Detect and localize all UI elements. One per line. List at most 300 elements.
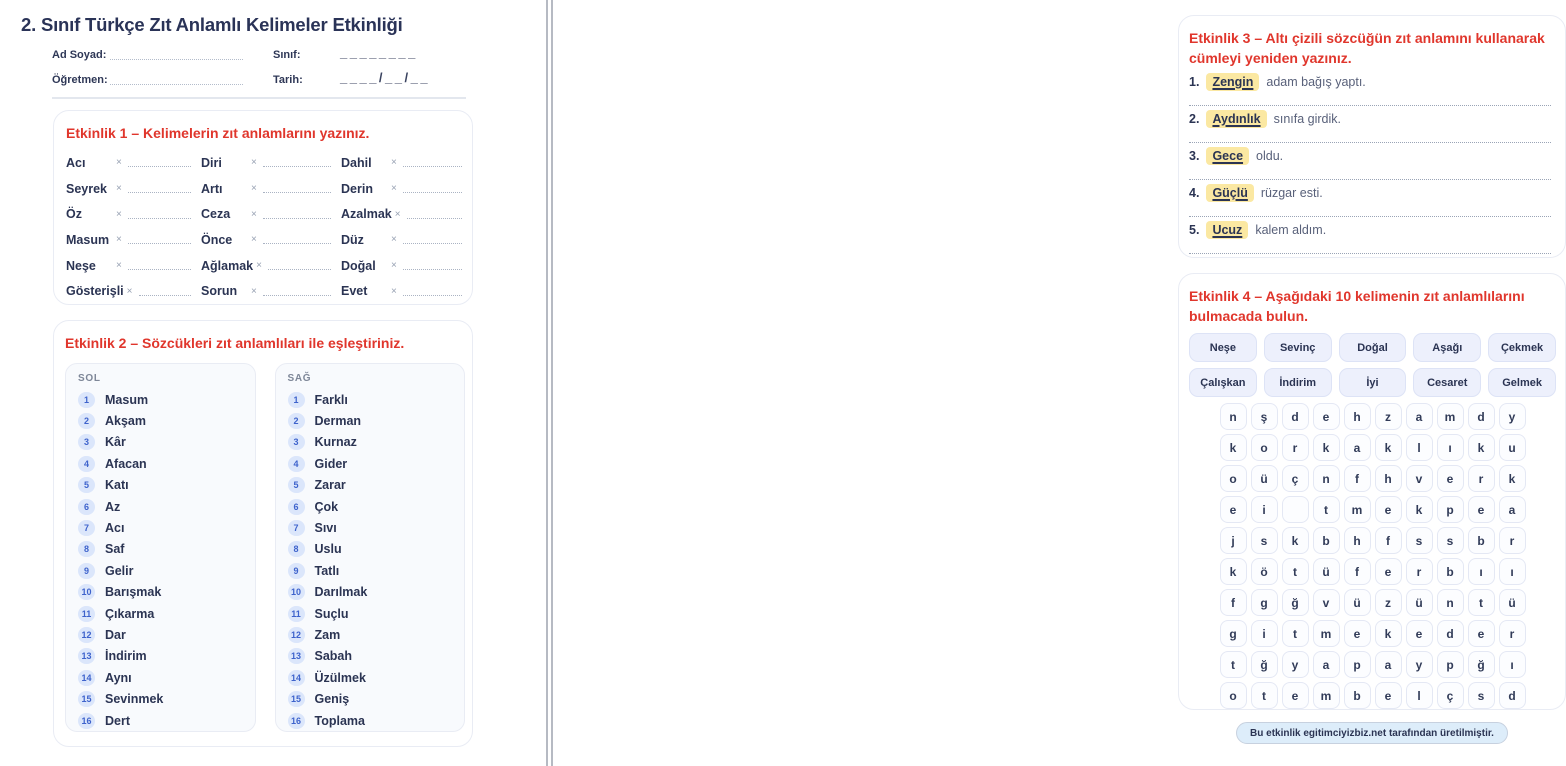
item-word: Aynı — [105, 670, 132, 685]
item-word: Sevinmek — [105, 692, 164, 707]
puzzle-cell: g — [1251, 589, 1278, 616]
puzzle-cell: e — [1406, 620, 1433, 647]
list-item — [288, 475, 457, 496]
tarih-blank: ____/__/__ — [340, 70, 431, 85]
highlighted-word: Ucuz — [1206, 221, 1248, 239]
sag-panel — [275, 363, 466, 732]
item-number-badge: 5 — [78, 477, 95, 493]
item-number-badge: 16 — [288, 713, 305, 729]
multiply-mark: × — [116, 234, 122, 246]
item-word: Derman — [314, 414, 362, 429]
antonym-word: Acı — [66, 155, 86, 170]
puzzle-cell: z — [1375, 589, 1402, 616]
item-number-badge: 6 — [78, 499, 95, 515]
list-item — [288, 688, 457, 709]
puzzle-cell: e — [1313, 403, 1340, 430]
answer-line — [128, 158, 191, 167]
puzzle-cell: t — [1313, 496, 1340, 523]
list-item — [78, 389, 247, 410]
sag-label: SAĞ — [287, 373, 312, 384]
puzzle-cell: r — [1282, 434, 1309, 461]
antonym-item — [66, 207, 201, 221]
puzzle-cell: s — [1468, 682, 1495, 709]
sentence-number: 5. — [1189, 223, 1200, 237]
sentence-text-row — [1189, 184, 1551, 202]
list-item — [288, 624, 457, 645]
puzzle-cell: p — [1437, 651, 1464, 678]
answer-line — [139, 287, 191, 296]
list-item — [288, 646, 457, 667]
puzzle-cell: a — [1499, 496, 1526, 523]
list-item — [288, 539, 457, 560]
sentence-list — [1189, 73, 1551, 258]
activity1-heading: Etkinlik 1 – Kelimelerin zıt anlamlarını yazınız. — [66, 125, 370, 141]
activity2-heading: Etkinlik 2 – Sözcükleri zıt anlamlıları ile eşleştiriniz. — [65, 335, 405, 351]
item-number-badge: 8 — [78, 541, 95, 557]
answer-line — [263, 158, 331, 167]
answer-line — [403, 287, 462, 296]
item-word: Toplama — [314, 713, 365, 728]
puzzle-cell: n — [1437, 589, 1464, 616]
puzzle-cell: e — [1375, 682, 1402, 709]
highlighted-word: Güçlü — [1206, 184, 1253, 202]
list-item — [288, 410, 457, 431]
sentence-rest: kalem aldım. — [1255, 223, 1327, 237]
antonym-item — [341, 233, 464, 247]
answer-line — [263, 235, 331, 244]
list-item — [288, 603, 457, 624]
puzzle-cell: d — [1437, 620, 1464, 647]
ogretmen-label: Öğretmen: — [52, 74, 108, 86]
item-number-badge: 7 — [78, 520, 95, 536]
puzzle-cell: y — [1406, 651, 1433, 678]
match-columns — [65, 363, 465, 732]
puzzle-cell: a — [1344, 434, 1371, 461]
sentence-text-row — [1189, 221, 1551, 239]
item-number-badge: 12 — [288, 627, 305, 643]
activity1-word-grid — [66, 150, 464, 304]
item-number-badge: 9 — [78, 563, 95, 579]
puzzle-cell: e — [1437, 465, 1464, 492]
item-word: Tatlı — [314, 563, 340, 578]
activity4-heading — [1189, 287, 1556, 326]
puzzle-cell: a — [1313, 651, 1340, 678]
antonym-item — [341, 182, 464, 196]
puzzle-cell: t — [1251, 682, 1278, 709]
item-word: Dar — [105, 627, 126, 642]
list-item — [288, 560, 457, 581]
item-word: Acı — [105, 521, 125, 536]
list-item — [78, 667, 247, 688]
antonym-item — [341, 156, 464, 170]
puzzle-cell: k — [1406, 496, 1433, 523]
antonym-word: Derin — [341, 181, 373, 196]
list-item — [78, 496, 247, 517]
puzzle-cell: o — [1220, 682, 1247, 709]
item-word: Suçlu — [314, 606, 349, 621]
sinif-label: Sınıf: — [273, 49, 301, 61]
word-chip: Aşağı — [1413, 333, 1481, 362]
puzzle-cell: k — [1499, 465, 1526, 492]
sentence-item — [1189, 221, 1551, 258]
item-number-badge: 6 — [288, 499, 305, 515]
item-word: Sabah — [314, 649, 353, 664]
antonym-word: Öz — [66, 207, 82, 222]
item-number-badge: 9 — [288, 563, 305, 579]
puzzle-cell: ı — [1499, 651, 1526, 678]
puzzle-cell: ç — [1437, 682, 1464, 709]
puzzle-cell: l — [1406, 434, 1433, 461]
sentence-number: 1. — [1189, 75, 1200, 89]
sentence-text-row — [1189, 147, 1551, 165]
word-chip: Çekmek — [1488, 333, 1556, 362]
puzzle-cell: j — [1220, 527, 1247, 554]
answer-line — [403, 235, 462, 244]
item-number-badge: 3 — [288, 434, 305, 450]
antonym-item — [341, 284, 464, 298]
multiply-mark: × — [116, 208, 122, 220]
puzzle-cell: f — [1344, 558, 1371, 585]
puzzle-cell: ü — [1499, 589, 1526, 616]
page-right — [553, 0, 1545, 766]
puzzle-cell: k — [1468, 434, 1495, 461]
ogretmen-write-line — [110, 75, 243, 85]
item-word: Darılmak — [314, 585, 368, 600]
item-number-badge: 8 — [288, 541, 305, 557]
puzzle-cell: ğ — [1282, 589, 1309, 616]
sentence-number: 2. — [1189, 112, 1200, 126]
ad-soyad-label: Ad Soyad: — [52, 49, 107, 61]
puzzle-cell: r — [1468, 465, 1495, 492]
puzzle-cell: n — [1313, 465, 1340, 492]
activity4-heading-line1: Etkinlik 4 – Aşağıdaki 10 kelimenin zıt anlamlılarını — [1189, 288, 1525, 304]
answer-line — [128, 235, 191, 244]
antonym-item — [341, 207, 464, 221]
puzzle-cell: p — [1437, 496, 1464, 523]
item-word: Dert — [105, 713, 131, 728]
item-number-badge: 16 — [78, 713, 95, 729]
writing-line — [1189, 206, 1551, 217]
item-number-badge: 11 — [288, 606, 305, 622]
sentence-text-row — [1189, 110, 1551, 128]
puzzle-cell: k — [1220, 558, 1247, 585]
multiply-mark: × — [391, 260, 397, 272]
puzzle-cell: t — [1282, 620, 1309, 647]
puzzle-cell: u — [1499, 434, 1526, 461]
puzzle-cell: d — [1282, 403, 1309, 430]
list-item — [288, 582, 457, 603]
page-divider — [546, 0, 553, 766]
answer-line — [128, 261, 191, 270]
list-item — [288, 710, 457, 731]
item-word: Çok — [314, 499, 339, 514]
puzzle-cell: v — [1313, 589, 1340, 616]
answer-line — [403, 261, 462, 270]
list-item — [78, 710, 247, 731]
list-item — [78, 624, 247, 645]
puzzle-cell: h — [1344, 403, 1371, 430]
puzzle-cell: e — [1468, 496, 1495, 523]
puzzle-cell: ç — [1282, 465, 1309, 492]
answer-line — [128, 184, 191, 193]
item-number-badge: 10 — [288, 584, 305, 600]
antonym-item — [201, 207, 341, 221]
sentence-rest: sınıfa girdik. — [1273, 112, 1341, 126]
item-word: Afacan — [105, 456, 147, 471]
antonym-word: Önce — [201, 232, 233, 247]
multiply-mark: × — [394, 208, 401, 220]
sentence-text-row — [1189, 73, 1551, 91]
antonym-word: Ceza — [201, 207, 231, 222]
answer-line — [403, 184, 462, 193]
puzzle-cell: t — [1282, 558, 1309, 585]
sinif-blank: ________ — [340, 45, 418, 60]
puzzle-cell: s — [1437, 527, 1464, 554]
antonym-word: Seyrek — [66, 181, 108, 196]
item-number-badge: 1 — [288, 392, 305, 408]
list-item — [78, 410, 247, 431]
list-item — [288, 517, 457, 538]
activity1-card — [53, 110, 473, 305]
antonym-item — [201, 233, 341, 247]
activity3-heading-line1: Etkinlik 3 – Altı çizili sözcüğün zıt anlamını kullanarak — [1189, 30, 1545, 46]
list-item — [288, 389, 457, 410]
item-word: Katı — [105, 478, 129, 493]
item-word: Farklı — [314, 392, 348, 407]
antonym-word: Sorun — [201, 284, 238, 299]
antonym-word: Azalmak — [341, 207, 392, 222]
puzzle-cell: e — [1375, 496, 1402, 523]
puzzle-cell: ü — [1251, 465, 1278, 492]
activity2-card — [53, 320, 473, 747]
puzzle-cell: v — [1406, 465, 1433, 492]
answer-line — [263, 210, 331, 219]
puzzle-cell: k — [1313, 434, 1340, 461]
puzzle-cell: r — [1406, 558, 1433, 585]
puzzle-cell: i — [1251, 620, 1278, 647]
list-item — [288, 496, 457, 517]
puzzle-cell: ı — [1499, 558, 1526, 585]
puzzle-cell: o — [1220, 465, 1247, 492]
antonym-item — [66, 284, 201, 298]
answer-line — [403, 158, 462, 167]
word-chip: Neşe — [1189, 333, 1257, 362]
sentence-rest: rüzgar esti. — [1260, 186, 1323, 200]
puzzle-cell: d — [1468, 403, 1495, 430]
sentence-rest: adam bağış yaptı. — [1266, 75, 1366, 89]
antonym-item — [66, 156, 201, 170]
sol-panel — [65, 363, 256, 732]
item-number-badge: 14 — [288, 670, 305, 686]
writing-line — [1189, 243, 1551, 254]
antonym-item — [201, 156, 341, 170]
item-number-badge: 11 — [78, 606, 95, 622]
activity4-heading-line2: bulmacada bulun. — [1189, 307, 1309, 324]
highlighted-word: Zengin — [1206, 73, 1259, 91]
puzzle-cell: i — [1251, 496, 1278, 523]
item-number-badge: 13 — [288, 648, 305, 664]
antonym-word: Ağlamak — [201, 258, 254, 273]
puzzle-cell: t — [1468, 589, 1495, 616]
activity3-heading — [1189, 29, 1551, 68]
multiply-mark: × — [251, 208, 257, 220]
sentence-item — [1189, 110, 1551, 147]
item-word: Masum — [105, 392, 149, 407]
puzzle-cell: ü — [1344, 589, 1371, 616]
item-number-badge: 2 — [288, 413, 305, 429]
worksheet-title: 2. Sınıf Türkçe Zıt Anlamlı Kelimeler Etkinliği — [21, 14, 403, 35]
item-word: Geniş — [314, 692, 350, 707]
multiply-mark: × — [256, 260, 262, 272]
answer-line — [128, 210, 191, 219]
puzzle-cell: ü — [1313, 558, 1340, 585]
puzzle-cell: ğ — [1468, 651, 1495, 678]
puzzle-cell: ö — [1251, 558, 1278, 585]
puzzle-cell: m — [1437, 403, 1464, 430]
puzzle-cell: ü — [1406, 589, 1433, 616]
list-item — [78, 560, 247, 581]
item-number-badge: 13 — [78, 648, 95, 664]
word-chip: Doğal — [1339, 333, 1407, 362]
puzzle-cell: z — [1375, 403, 1402, 430]
puzzle-cell: o — [1251, 434, 1278, 461]
list-item — [78, 603, 247, 624]
activity3-card — [1178, 15, 1566, 258]
item-word: Üzülmek — [314, 670, 366, 685]
puzzle-cell: s — [1406, 527, 1433, 554]
puzzle-cell: ı — [1437, 434, 1464, 461]
item-number-badge: 1 — [78, 392, 95, 408]
puzzle-cell: m — [1344, 496, 1371, 523]
word-chip: Cesaret — [1413, 368, 1481, 397]
item-word: Kâr — [105, 435, 126, 450]
puzzle-cell: e — [1220, 496, 1247, 523]
word-chip-row — [1189, 333, 1556, 397]
antonym-word: Doğal — [341, 258, 376, 273]
item-number-badge: 10 — [78, 584, 95, 600]
puzzle-cell: k — [1220, 434, 1247, 461]
header-rule — [52, 97, 466, 99]
item-number-badge: 7 — [288, 520, 305, 536]
antonym-word: Gösterişli — [66, 284, 124, 299]
item-number-badge: 14 — [78, 670, 95, 686]
list-item — [78, 582, 247, 603]
footer-credit: Bu etkinlik egitimciyizbiz.net tarafından üretilmiştir. — [1236, 722, 1508, 744]
list-item — [78, 475, 247, 496]
item-word: Akşam — [105, 414, 146, 429]
multiply-mark: × — [251, 234, 257, 246]
puzzle-cell: f — [1344, 465, 1371, 492]
antonym-word: Düz — [341, 232, 364, 247]
puzzle-cell: r — [1499, 527, 1526, 554]
multiply-mark: × — [391, 183, 397, 195]
sentence-number: 4. — [1189, 186, 1200, 200]
puzzle-cell: b — [1437, 558, 1464, 585]
page-left — [0, 0, 546, 766]
antonym-word: Neşe — [66, 258, 96, 273]
item-word: Az — [105, 499, 121, 514]
item-word: Çıkarma — [105, 606, 155, 621]
multiply-mark: × — [251, 285, 257, 297]
puzzle-cell: a — [1375, 651, 1402, 678]
list-item — [78, 646, 247, 667]
item-word: Zam — [314, 627, 341, 642]
puzzle-cell: h — [1375, 465, 1402, 492]
puzzle-cell: f — [1220, 589, 1247, 616]
antonym-word: Diri — [201, 155, 222, 170]
antonym-item — [66, 259, 201, 273]
puzzle-cell: a — [1406, 403, 1433, 430]
word-chip: İndirim — [1264, 368, 1332, 397]
puzzle-cell: b — [1468, 527, 1495, 554]
item-number-badge: 4 — [78, 456, 95, 472]
puzzle-cell: l — [1406, 682, 1433, 709]
puzzle-cell: f — [1375, 527, 1402, 554]
puzzle-cell: e — [1375, 558, 1402, 585]
item-word: İndirim — [105, 649, 147, 664]
sol-label: SOL — [78, 373, 101, 384]
sentence-rest: oldu. — [1256, 149, 1284, 163]
puzzle-cell: h — [1344, 527, 1371, 554]
item-number-badge: 15 — [288, 691, 305, 707]
antonym-item — [66, 182, 201, 196]
word-chip: Gelmek — [1488, 368, 1556, 397]
multiply-mark: × — [251, 157, 257, 169]
puzzle-cell: b — [1313, 527, 1340, 554]
puzzle-cell: m — [1313, 682, 1340, 709]
antonym-word: Artı — [201, 181, 223, 196]
activity4-card — [1178, 273, 1566, 710]
multiply-mark: × — [116, 260, 122, 272]
answer-line — [407, 210, 462, 219]
activity3-heading-line2: cümleyi yeniden yazınız. — [1189, 49, 1352, 66]
puzzle-cell — [1282, 496, 1309, 523]
writing-line — [1189, 95, 1551, 106]
puzzle-cell: y — [1499, 403, 1526, 430]
antonym-word: Masum — [66, 232, 110, 247]
item-word: Kurnaz — [314, 435, 357, 450]
multiply-mark: × — [391, 157, 397, 169]
antonym-item — [201, 259, 341, 273]
item-word: Barışmak — [105, 585, 162, 600]
writing-line — [1189, 132, 1551, 143]
antonym-item — [341, 259, 464, 273]
item-number-badge: 2 — [78, 413, 95, 429]
sentence-item — [1189, 73, 1551, 110]
antonym-item — [66, 233, 201, 247]
answer-line — [263, 287, 331, 296]
puzzle-cell: k — [1375, 434, 1402, 461]
item-number-badge: 12 — [78, 627, 95, 643]
sentence-item — [1189, 147, 1551, 184]
item-word: Uslu — [314, 542, 342, 557]
antonym-word: Dahil — [341, 155, 372, 170]
multiply-mark: × — [251, 183, 257, 195]
tarih-label: Tarih: — [273, 74, 303, 86]
writing-line — [1189, 169, 1551, 180]
puzzle-cell: k — [1282, 527, 1309, 554]
multiply-mark: × — [116, 157, 122, 169]
multiply-mark: × — [116, 183, 122, 195]
antonym-item — [201, 182, 341, 196]
item-word: Saf — [105, 542, 125, 557]
puzzle-cell: e — [1344, 620, 1371, 647]
antonym-item — [201, 284, 341, 298]
item-word: Zarar — [314, 478, 346, 493]
sag-list — [288, 389, 457, 731]
puzzle-cell: y — [1282, 651, 1309, 678]
list-item — [78, 539, 247, 560]
